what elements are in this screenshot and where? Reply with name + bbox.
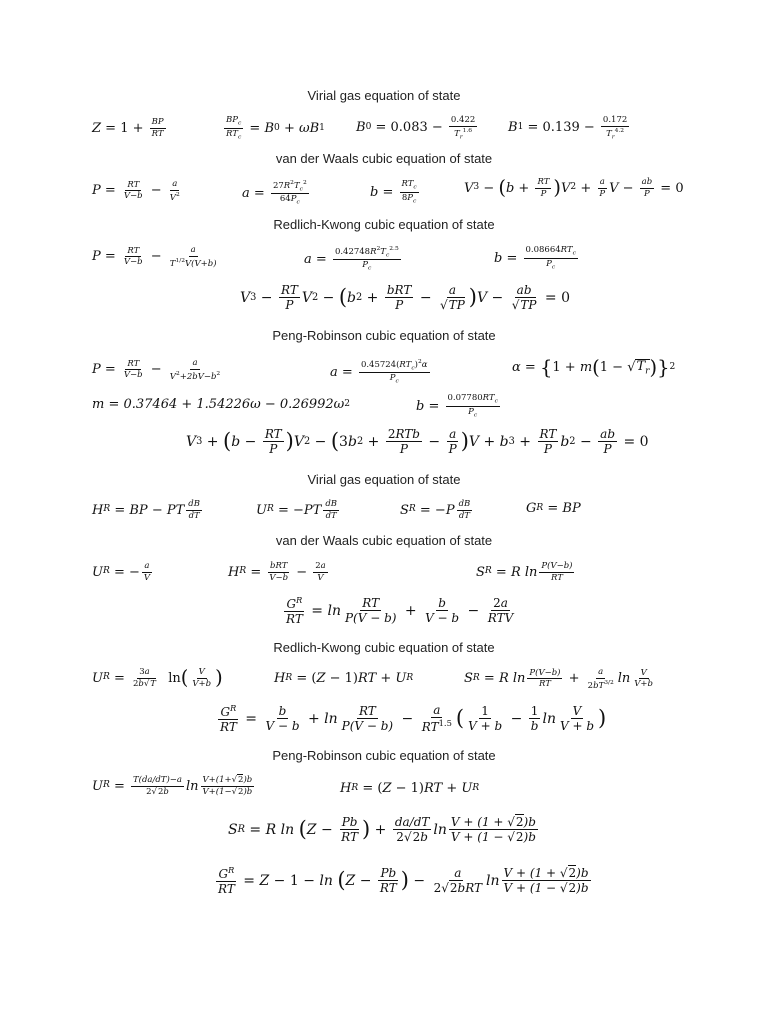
rk-b-equation: b = $\frac{0.08664RT_c}{P_c}$ <box>494 245 576 271</box>
vdw-b-equation: b = $\frac{RT_c}{8P_c}$ <box>370 179 417 205</box>
rk-p-equation: P = $\frac{RT}{V-b}$ − $\frac{a}{T^{1/2}V(V+b)}$ <box>92 245 217 269</box>
vdw-ur-equation: U R = − $\frac{a}{V}$ <box>92 561 151 583</box>
heading-rk-residual: Redlich-Kwong cubic equation of state <box>273 640 495 655</box>
pr-cubic-equation: V 3 + ( b − $\frac{RT}{P}$ ) V 2 − ( 3 b 2 + $\frac{\text{2RTb}}{P}$ − $\frac{a}{P}$ ) V + b 3 + $\frac{RT}{P}$ b 2 − $\frac{ab}{P}$ = 0 <box>186 427 649 456</box>
heading-virial-residual: Virial gas equation of state <box>307 472 461 487</box>
virial-b0-equation: B 0 = 0.083 − $\frac{0.422}{T_r^{1.6}}$ <box>356 115 476 141</box>
virial-gr-equation: G R = BP <box>526 501 581 516</box>
rk-gr-equation: $\frac{G^R}{RT}$ = $\frac{b}{V - b}$ + ln $\frac{RT}{P(V - b)}$ − $\frac{a}{RT^{1.5}}$ ( $\frac{1}{V + b}$ − $\frac{1}{b}$ ln $\frac{V}{V + b}$ ) <box>220 703 607 734</box>
virial-ur-equation: U R = − PT $\frac{dB}{dT}$ <box>256 499 337 521</box>
rk-sr-equation: S R = R ln $\frac{P(V-b)}{RT}$ + $\frac{a}{2bT^{3/2}}$ ln $\frac{V}{V+b}$ <box>464 667 653 691</box>
pr-m-equation: m = 0.37464 + 1.54226ω − 0.26992ω 2 <box>92 397 351 412</box>
vdw-gr-equation: $\frac{G^R}{RT}$ = ln $\frac{RT}{P(V - b)}$ + $\frac{b}{V - b}$ − $\frac{2a}{\text{RTV}}$ <box>286 595 514 626</box>
vdw-a-equation: a = $\frac{27R^2T_c^2}{64P_c}$ <box>242 179 307 207</box>
heading-rk: Redlich-Kwong cubic equation of state <box>273 217 495 232</box>
heading-virial: Virial gas equation of state <box>307 88 461 103</box>
vdw-p-equation: P = $\frac{RT}{V-b}$ − $\frac{a}{V^2}$ <box>92 179 180 203</box>
virial-bpc-equation: $\frac{BP_c}{RT_c}$ = B 0 + ωB 1 <box>226 115 325 141</box>
vdw-hr-equation: H R = $\frac{\text{bRT}}{V-b}$ − $\frac{2a}{V}$ <box>228 561 326 583</box>
pr-a-equation: a = $\frac{0.45724(RT_c)^2\alpha}{P_c}$ <box>330 358 428 386</box>
heading-vdw: van der Waals cubic equation of state <box>275 151 493 166</box>
virial-hr-equation: H R = BP − PT $\frac{dB}{dT}$ <box>92 499 200 521</box>
virial-z-equation: Z = 1 + $\frac{BP}{RT}$ <box>92 117 164 139</box>
heading-pr: Peng-Robinson cubic equation of state <box>272 328 496 343</box>
virial-sr-equation: S R = − P $\frac{dB}{dT}$ <box>400 499 471 521</box>
pr-sr-equation: S R = R ln ( Z − $\frac{Pb}{RT}$ ) + $\frac{da/dT}{2√2b}$ ln $\frac{V + (1 + √2)b}{V + (1 - √2)b}$ <box>228 815 536 844</box>
heading-vdw-residual: van der Waals cubic equation of state <box>275 533 493 548</box>
pr-alpha-equation: α = { 1 + m ( 1 − √ $T_r$ ) } 2 <box>512 356 676 379</box>
pr-p-equation: P = $\frac{RT}{V-b}$ − $\frac{a}{V^2+2bV-b^2}$ <box>92 358 221 382</box>
rk-a-equation: a = $\frac{0.42748R^2T_c^{2.5}}{P_c}$ <box>304 245 399 273</box>
pr-hr-equation: H R = ( Z − 1) RT + U R <box>340 781 480 796</box>
pr-gr-equation: $\frac{G^R}{RT}$ = Z − 1 − ln ( Z − $\frac{Pb}{RT}$ ) − $\frac{a}{\text{2√2bRT}}$ ln $\frac{V + (1 + √2)b}{V + (1 - √2)b}$ <box>218 865 589 896</box>
vdw-sr-equation: S R = R ln $\frac{P(V-b)}{RT}$ <box>476 561 573 583</box>
pr-b-equation: b = $\frac{0.07780RT_c}{P_c}$ <box>416 393 498 419</box>
pr-ur-equation: U R = $\frac{T(da/dT)-a}{2√2b}$ ln $\frac{V+(1+√2)b}{V+(1-√2)b}$ <box>92 775 253 797</box>
virial-b1-equation: B 1 = 0.139 − $\frac{0.172}{T_r^{4.2}}$ <box>508 115 628 141</box>
heading-pr-residual: Peng-Robinson cubic equation of state <box>272 748 496 763</box>
rk-ur-equation: U R = $\frac{3a}{2b√T}$ ln ( $\frac{V}{V+b}$ ) <box>92 666 223 690</box>
rk-hr-equation: H R = ( Z − 1) RT + U R <box>274 671 414 686</box>
rk-cubic-equation: V 3 − $\frac{RT}{P}$ V 2 − ( b 2 + $\frac{\text{bRT}}{P}$ − $\frac{a}{√TP}$ ) V − $\frac{ab}{√TP}$ = 0 <box>240 283 571 312</box>
vdw-cubic-equation: V 3 − ( b + $\frac{RT}{P}$ ) V 2 + $\frac{a}{P}$ V − $\frac{ab}{P}$ = 0 <box>464 176 684 200</box>
